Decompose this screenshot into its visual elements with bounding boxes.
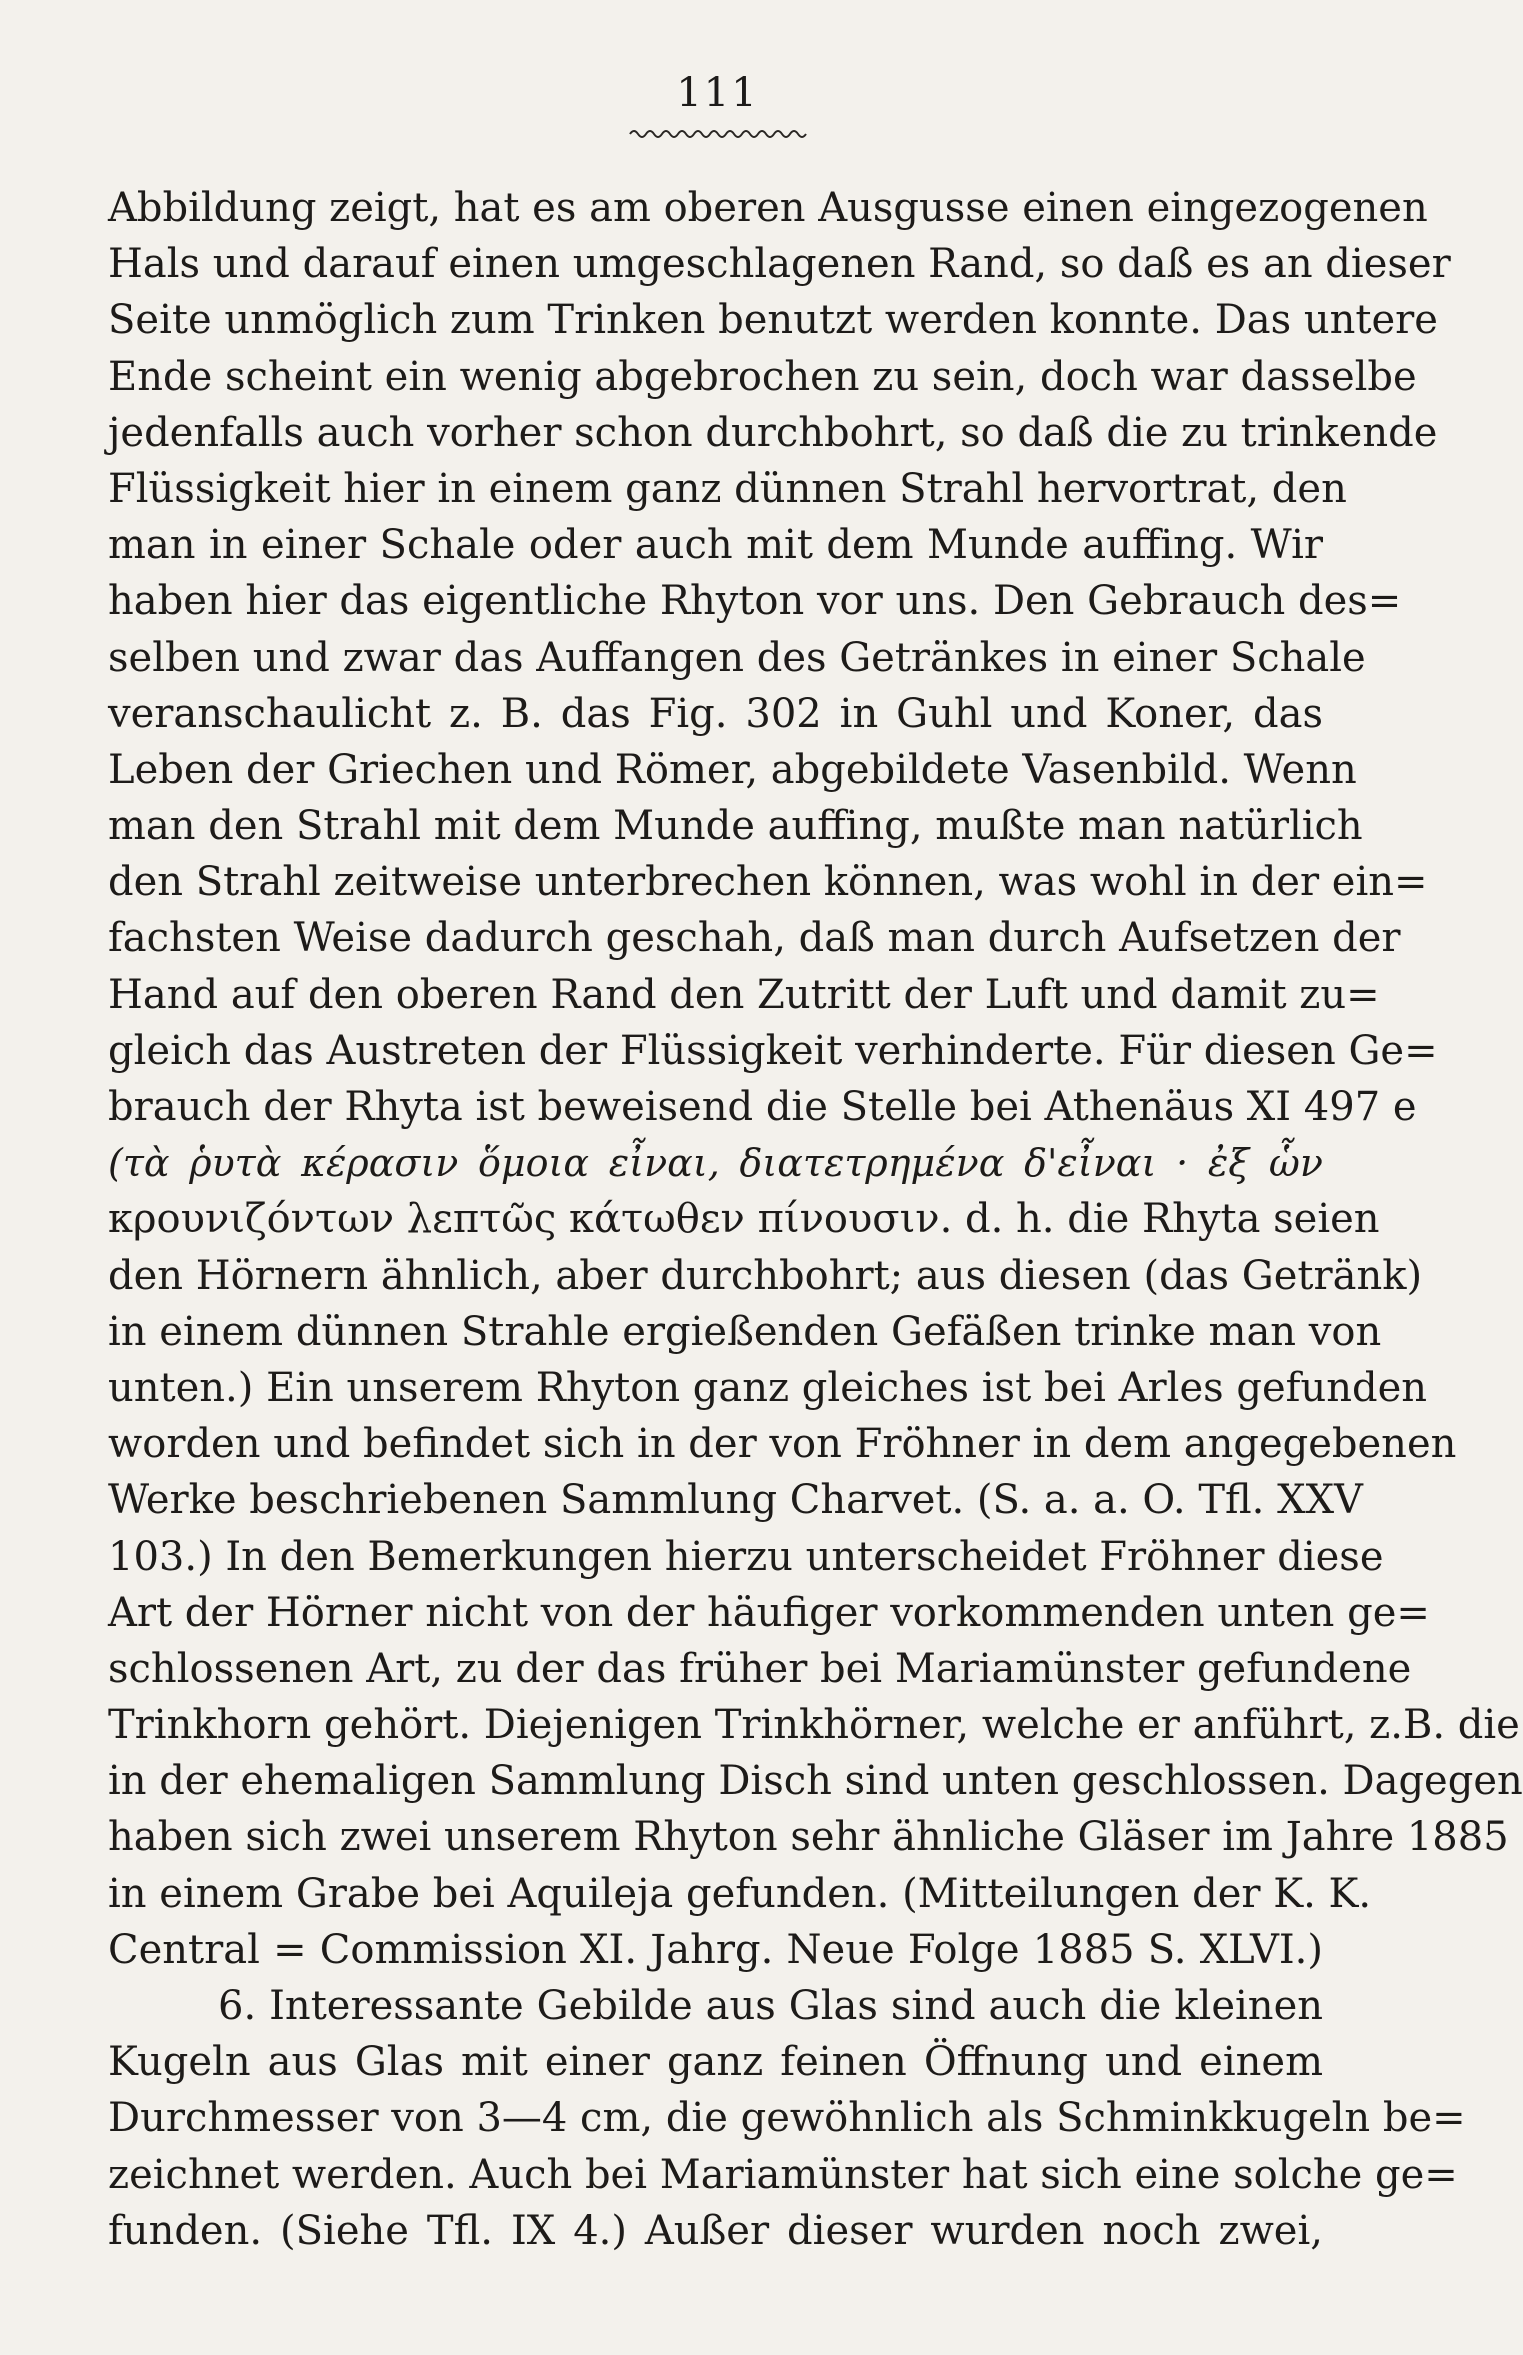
text-line: den Hörnern ähnlich, aber durchbohrt; aus diesen (das Getränk) <box>108 1252 1423 1299</box>
text-line: Durchmesser von 3—4 cm, die gewöhnlich als Schminkkugeln be= <box>108 2095 1466 2142</box>
text-line: Art der Hörner nicht von der häufiger vorkommenden unten ge= <box>108 1589 1430 1636</box>
text-line: Hand auf den oberen Rand den Zutritt der Luft und damit zu= <box>108 971 1380 1018</box>
greek-quote-line: (τὰ ῥυτὰ κέρασιν ὅμοια εἶναι, διατετρημένα δ'εἶναι · ἐξ ὧν <box>108 1141 1323 1186</box>
text-line: funden. (Siehe Tfl. IX 4.) Außer dieser wurden noch zwei, <box>108 2207 1323 2254</box>
text-line: man in einer Schale oder auch mit dem Munde auffing. Wir <box>108 522 1323 569</box>
text-line: man den Strahl mit dem Munde auffing, mußte man natürlich <box>108 803 1363 850</box>
paragraph-start-line: 6. Interessante Gebilde aus Glas sind auch die kleinen <box>218 1983 1323 2029</box>
text-line: Leben der Griechen und Römer, abgebildete Vasenbild. Wenn <box>108 746 1357 793</box>
text-line: Abbildung zeigt, hat es am oberen Ausgusse einen eingezogenen <box>108 185 1428 231</box>
text-line: haben hier das eigentliche Rhyton vor uns. Den Gebrauch des= <box>108 578 1402 625</box>
text-line: veranschaulicht z. B. das Fig. 302 in Guhl und Koner, das <box>108 690 1323 737</box>
text-line: in einem dünnen Strahle ergießenden Gefäßen trinke man von <box>108 1308 1382 1355</box>
text-line: den Strahl zeitweise unterbrechen können, was wohl in der ein= <box>108 859 1428 906</box>
body-text <box>108 180 1523 2259</box>
text-line: Seite unmöglich zum Trinken benutzt werden konnte. Das untere <box>108 297 1438 344</box>
text-line: gleich das Austreten der Flüssigkeit verhinderte. Für diesen Ge= <box>108 1027 1438 1074</box>
text-line: haben sich zwei unserem Rhyton sehr ähnliche Gläser im Jahre 1885 <box>108 1814 1509 1861</box>
text-line: Flüssigkeit hier in einem ganz dünnen Strahl hervortrat, den <box>108 465 1347 512</box>
text-line: Ende scheint ein wenig abgebrochen zu sein, doch war dasselbe <box>108 353 1417 400</box>
text-line: worden und befindet sich in der von Fröhner in dem angegebenen <box>108 1421 1457 1468</box>
text-line: selben und zwar das Auffangen des Getränkes in einer Schale <box>108 634 1366 681</box>
text-line: Kugeln aus Glas mit einer ganz feinen Öffnung und einem <box>108 2039 1323 2086</box>
text-line: jedenfalls auch vorher schon durchbohrt, so daß die zu trinkende <box>108 409 1438 456</box>
text-line: Trinkhorn gehört. Diejenigen Trinkhörner, welche er anführt, z.B. die <box>108 1702 1520 1749</box>
greek-quote-line: κρουνιζόντων λεπτῶς κάτωθεν πίνουσιν. d. h. die Rhyta seien <box>108 1196 1380 1243</box>
text-line: schlossenen Art, zu der das früher bei Mariamünster gefundene <box>108 1645 1412 1692</box>
text-line: Werke beschriebenen Sammlung Charvet. (S. a. a. O. Tfl. XXV <box>108 1477 1363 1524</box>
text-line: unten.) Ein unserem Rhyton ganz gleiches ist bei Arles gefunden <box>108 1364 1428 1411</box>
text-line: zeichnet werden. Auch bei Mariamünster hat sich eine solche ge= <box>108 2151 1458 2198</box>
text-line: Central = Commission XI. Jahrg. Neue Folge 1885 S. XLVI.) <box>108 1926 1323 1973</box>
text-line: in einem Grabe bei Aquileja gefunden. (Mitteilungen der K. K. <box>108 1870 1372 1917</box>
text-line: in der ehemaligen Sammlung Disch sind unten geschlossen. Dagegen <box>108 1758 1523 1805</box>
text-line: 103.) In den Bemerkungen hierzu unterscheidet Fröhner diese <box>108 1533 1384 1580</box>
wavy-rule-ornament <box>630 128 806 140</box>
text-line: fachsten Weise dadurch geschah, daß man durch Aufsetzen der <box>108 915 1401 962</box>
text-line: brauch der Rhyta ist beweisend die Stelle bei Athenäus XI 497 e <box>108 1084 1417 1130</box>
page-number: 111 <box>676 70 759 116</box>
text-line: Hals und darauf einen umgeschlagenen Rand, so daß es an dieser <box>108 241 1451 288</box>
